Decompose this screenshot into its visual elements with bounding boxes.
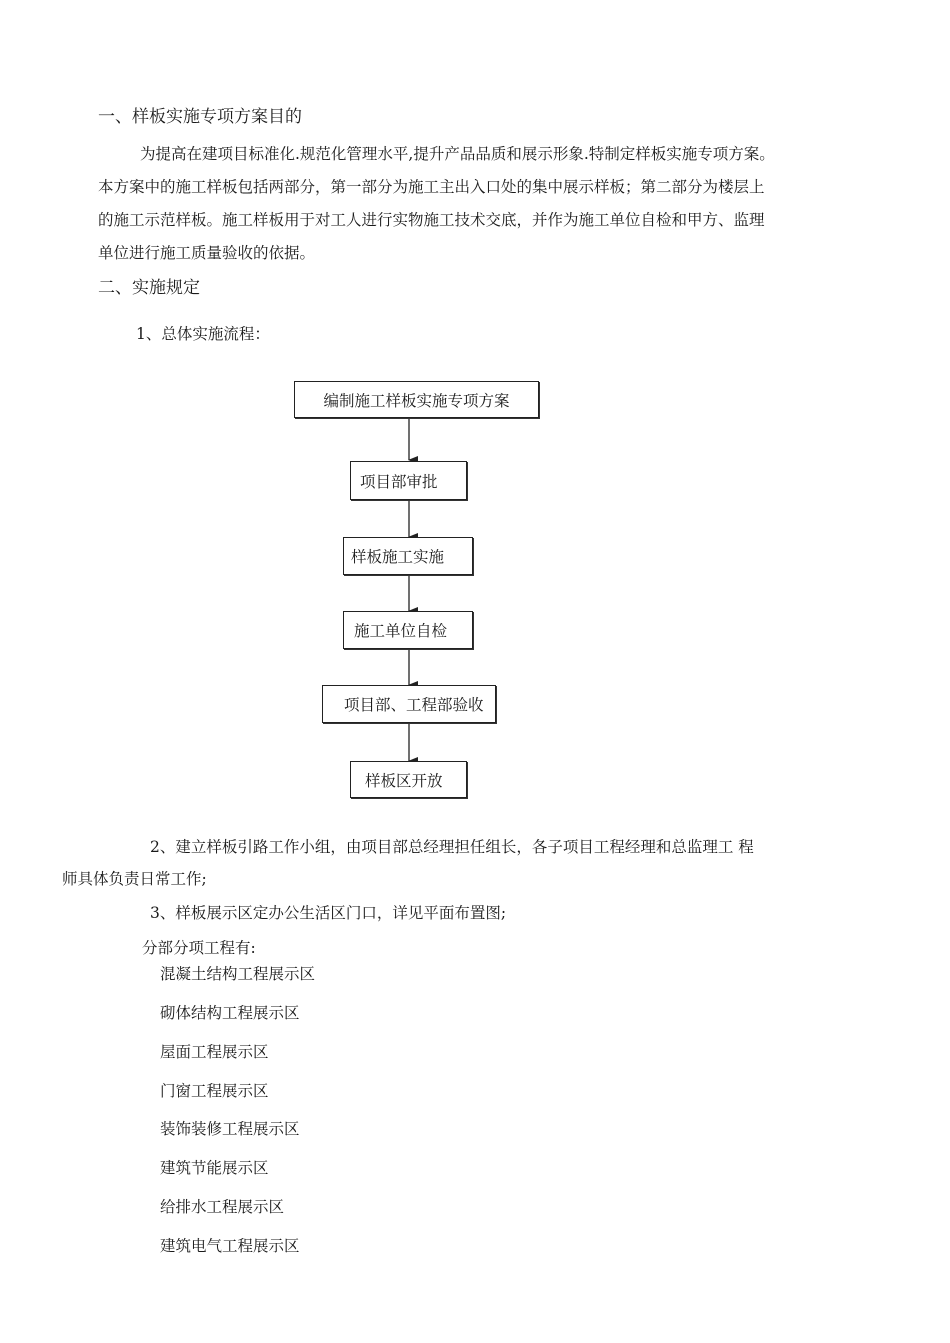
section1-para-line-3: 的施工示范样板。施工样板用于对工人进行实物施工技术交底，并作为施工单位自检和甲方、监理 [98, 211, 765, 229]
flow-step-2-label: 项目部审批 [360, 472, 438, 491]
flow-step-3-label: 样板施工实施 [351, 548, 445, 566]
item2-line-2: 师具体负责日常工作; [62, 870, 207, 888]
flow-step-6 [350, 761, 467, 798]
flow-step-4 [343, 611, 473, 649]
flow-step-2 [350, 461, 467, 500]
list-item: 装饰装修工程展示区 [160, 1120, 300, 1138]
section1-heading: 一、样板实施专项方案目的 [98, 107, 302, 127]
list-item: 砌体结构工程展示区 [160, 1004, 300, 1022]
flow-step-3 [343, 537, 473, 575]
flow-step-6-label: 样板区开放 [365, 771, 443, 790]
list-item: 屋面工程展示区 [160, 1043, 269, 1061]
list-item: 给排水工程展示区 [160, 1198, 285, 1216]
flow-step-1-label: 编制施工样板实施专项方案 [323, 391, 510, 410]
list-item: 建筑节能展示区 [160, 1159, 269, 1177]
subitems-title: 分部分项工程有: [142, 939, 256, 957]
list-item: 门窗工程展示区 [160, 1082, 269, 1100]
flow-step-5-label: 项目部、工程部验收 [344, 696, 484, 714]
item1-label: 1、总体实施流程： [136, 325, 270, 343]
list-item: 混凝土结构工程展示区 [160, 965, 316, 983]
section2-heading: 二、实施规定 [98, 278, 200, 298]
section1-para-line-2: 本方案中的施工样板包括两部分，第一部分为施工主出入口处的集中展示样板；第二部分为楼层上 [98, 178, 765, 196]
item3-text: 3、样板展示区定办公生活区门口，详见平面布置图; [150, 904, 507, 922]
flow-step-5 [322, 685, 496, 723]
section1-para-line-4: 单位进行施工质量验收的依据。 [98, 244, 316, 262]
item2-line-1: 2、建立样板引路工作小组，由项目部总经理担任组长，各子项目工程经理和总监理工 程 [150, 838, 754, 856]
flow-step-1 [294, 381, 539, 418]
list-item: 建筑电气工程展示区 [160, 1237, 300, 1255]
flow-step-4-label: 施工单位自检 [354, 622, 448, 640]
section1-para-line-1: 为提高在建项目标准化.规范化管理水平,提升产品品质和展示形象.特制定样板实施专项方案。 [140, 145, 775, 163]
